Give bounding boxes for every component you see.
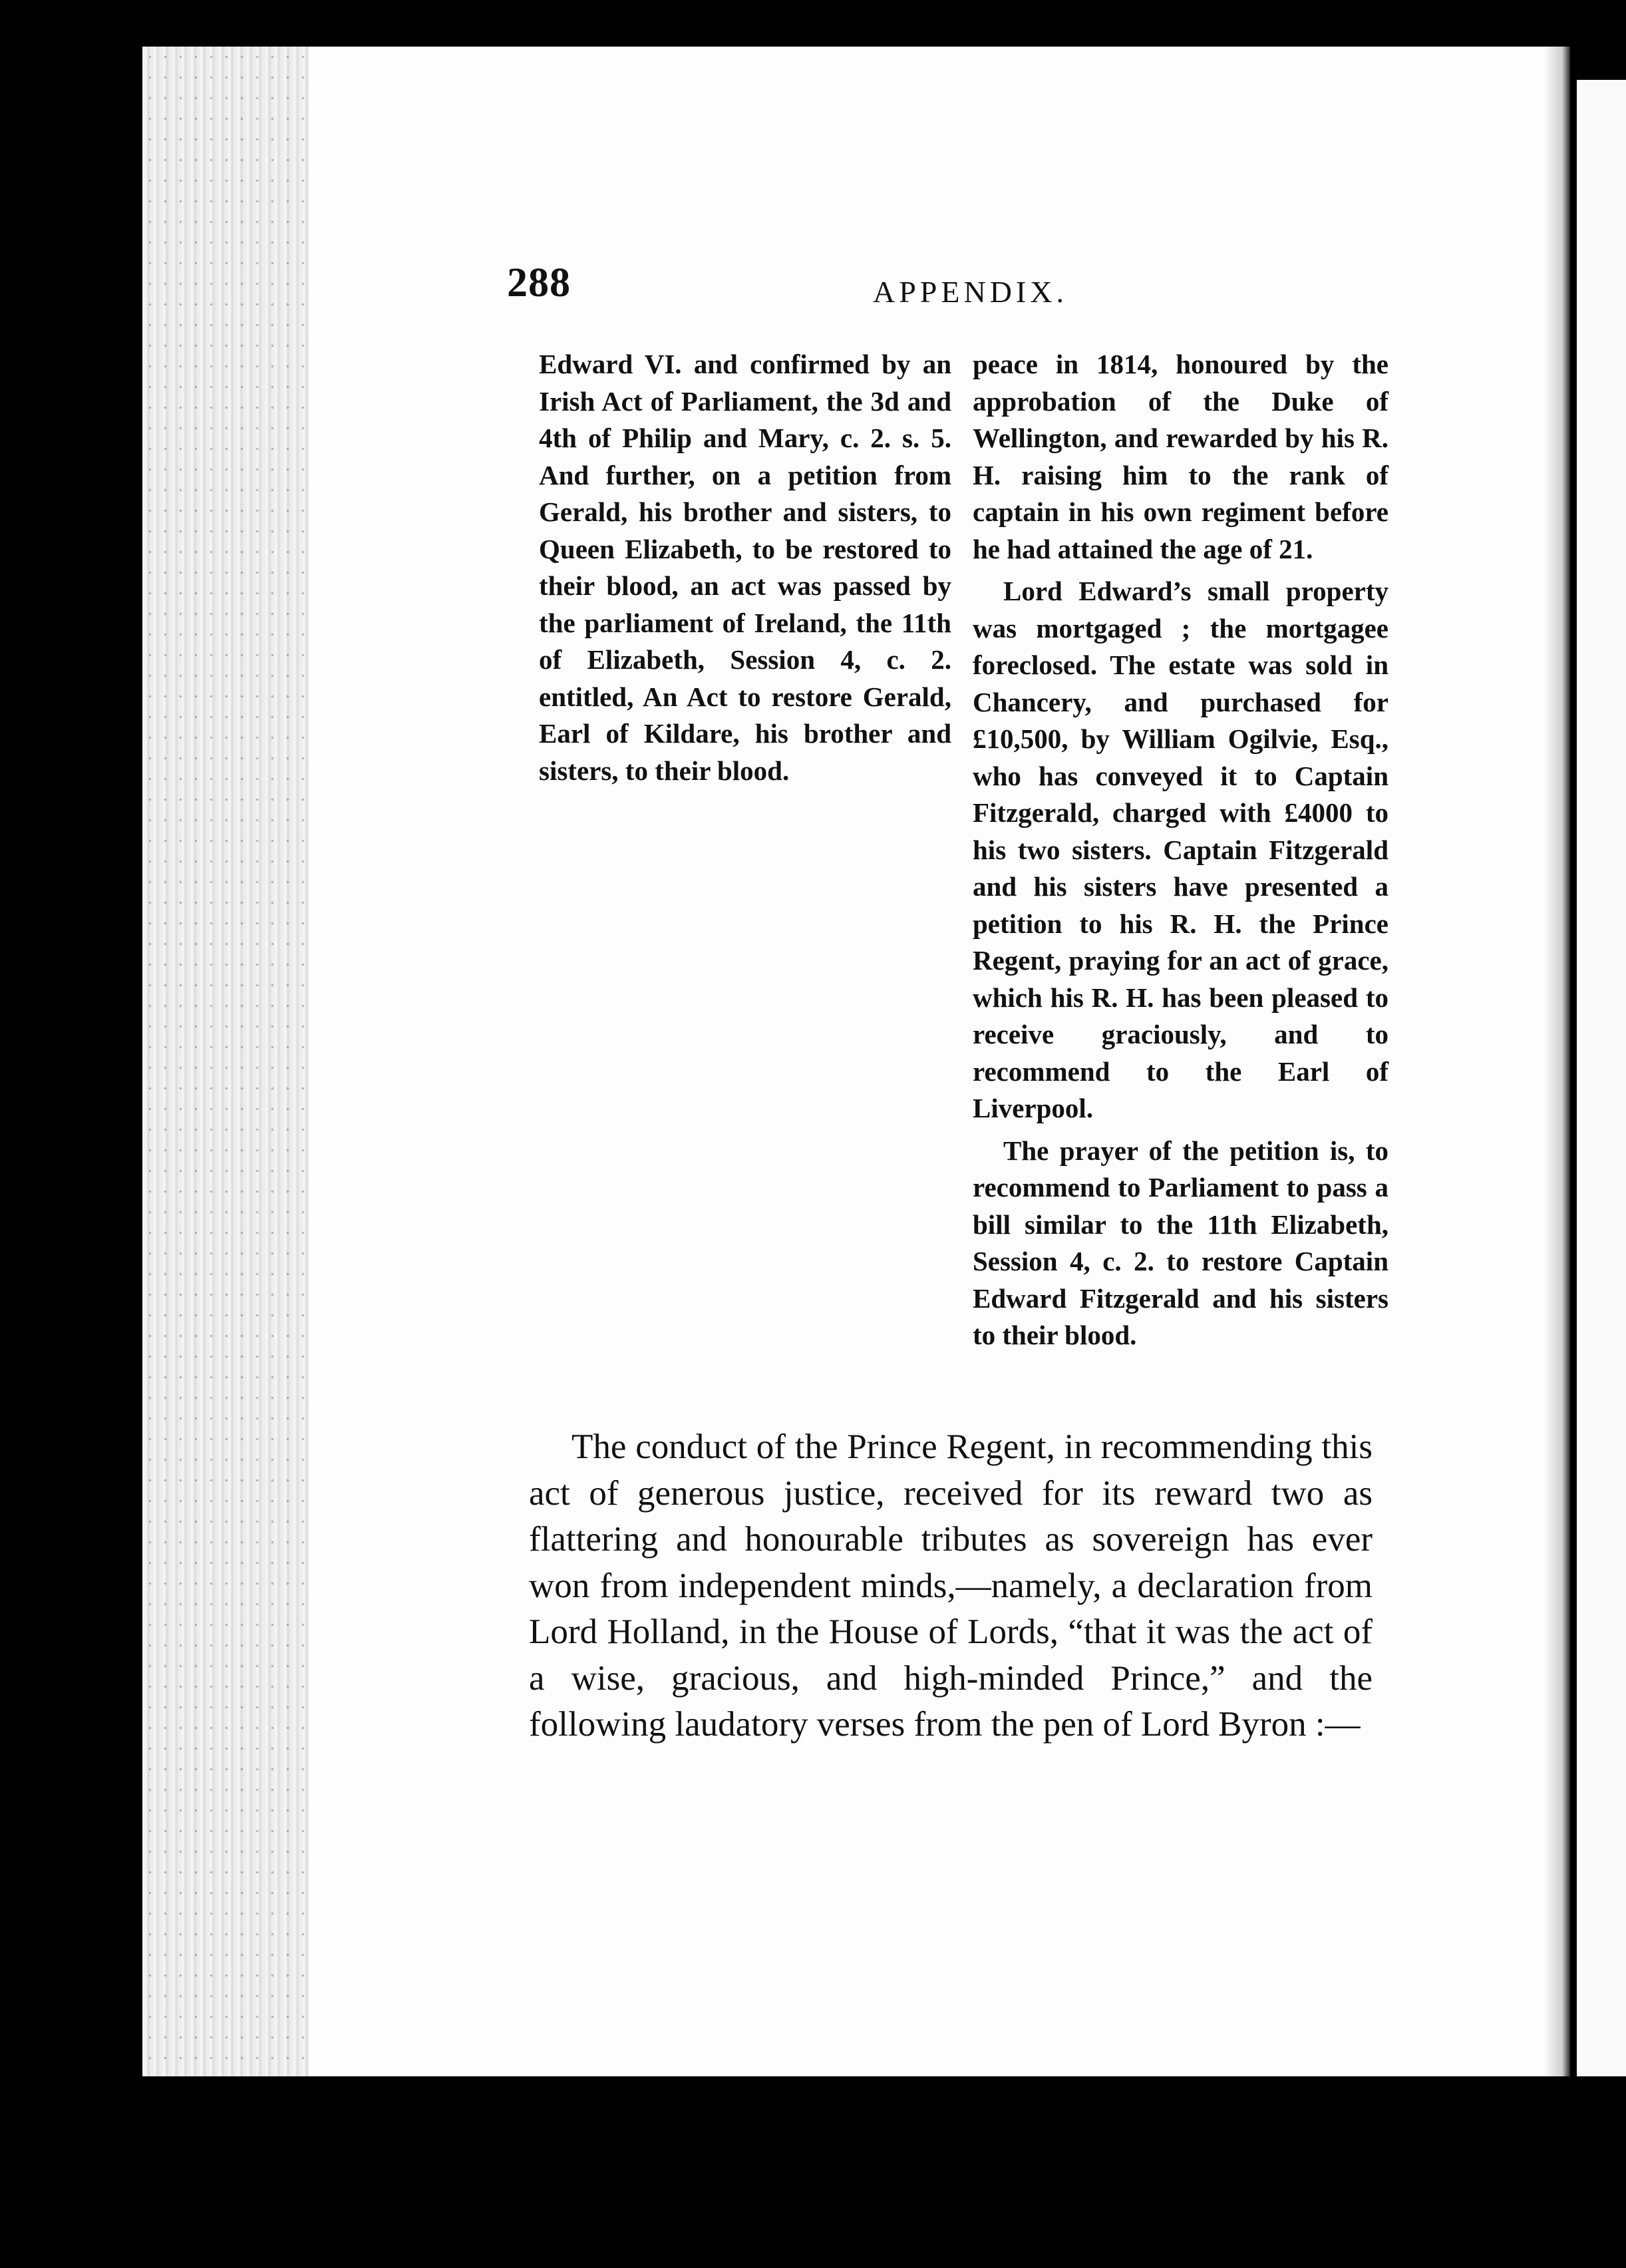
left-column-paragraph: Edward VI. and confirmed by an Irish Act of Parliament, the 3d and 4th of Philip and Mary, c. 2. s. 5. And further, on a petition from Gerald, his brother and sisters, to Queen Elizabeth, to be restored to their blood, an act was passed by the parliament of Ireland, the 11th of Elizabeth, Session 4, c. 2. entitled, An Act to restore Gerald, Earl of Kildare, his brother and sisters, to their blood. (539, 349, 951, 786)
page-number: 288 (507, 260, 571, 305)
left-column (539, 346, 951, 789)
main-paragraph: The conduct of the Prince Regent, in recommending this act of generous justice, received for its reward two as flattering and honourable tributes as sovereign has ever won from independent minds,—namely, a declaration from Lord Holland, in the House of Lords, “that it was the act of a wise, gracious, and high-minded Prince,” and the following laudatory verses from the pen of Lord Byron :— (529, 1427, 1373, 1744)
gutter-shadow (1544, 47, 1570, 2076)
right-column-paragraph-1: peace in 1814, honoured by the approbation of the Duke of Wellington, and rewarded by his R. H. raising him to the rank of captain in his own regiment before he had attained the age of 21. (973, 349, 1388, 564)
running-title: APPENDIX. (873, 275, 1068, 309)
facing-page-edge (1577, 80, 1626, 2076)
fore-edge-speckles (142, 47, 309, 2076)
right-column (973, 346, 1388, 1354)
right-column-paragraph-3: The prayer of the petition is, to recommend to Parliament to pass a bill similar to the 11th Elizabeth, Session 4, c. 2. to restore Captain Edward Fitzgerald and his sisters to their blood. (973, 1135, 1388, 1350)
right-column-paragraph-2: Lord Edward’s small property was mortgaged ; the mortgagee foreclosed. The estate was sold in Chancery, and purchased for £10,500, by William Ogilvie, Esq., who has conveyed it to Captain Fitzgerald, charged with £4000 to his two sisters. Captain Fitzgerald and his sisters have presented a petition to his R. H. the Prince Regent, praying for an act of grace, which his R. H. has been pleased to receive graciously, and to recommend to the Earl of Liverpool. (973, 576, 1388, 1123)
